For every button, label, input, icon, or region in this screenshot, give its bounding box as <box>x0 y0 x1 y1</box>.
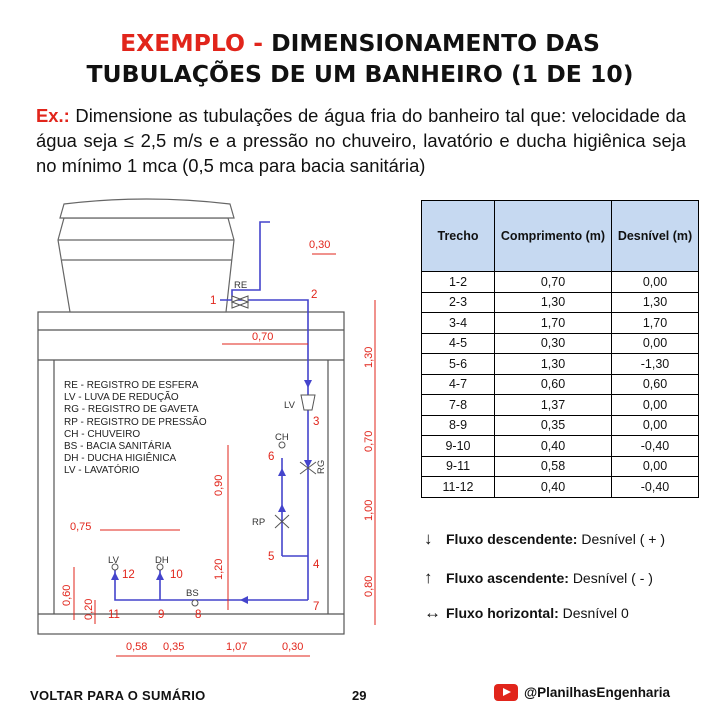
intro-prefix: Ex.: <box>36 105 70 126</box>
table-row <box>422 374 699 395</box>
flow-label: Fluxo horizontal: <box>446 605 559 621</box>
cell-comprimento: 1,30 <box>495 292 612 313</box>
cell-trecho: 8-9 <box>422 415 495 436</box>
table-row <box>422 354 699 375</box>
node-label-6: 6 <box>268 451 275 463</box>
flow-label: Fluxo ascendente: <box>446 570 569 586</box>
flow-descending <box>424 529 665 549</box>
legend-item: LV - LUVA DE REDUÇÃO <box>64 392 179 404</box>
header-comprimento: Comprimento (m) <box>495 201 612 272</box>
dim-020: 0,20 <box>83 598 95 620</box>
dim-130: 1,30 <box>363 346 375 368</box>
cell-desnivel: -0,40 <box>612 436 699 457</box>
flow-label: Fluxo descendente: <box>446 531 578 547</box>
cell-trecho: 4-5 <box>422 333 495 354</box>
arrow-left-right-icon: ↔ <box>424 603 441 622</box>
fixture-label-rp: RP <box>252 517 266 528</box>
fixture-label-dh: DH <box>155 555 169 566</box>
node-label-1: 1 <box>210 295 217 307</box>
table-row <box>422 456 699 477</box>
legend-item: RE - REGISTRO DE ESFERA <box>64 380 199 391</box>
dim-070-right: 0,70 <box>363 430 375 452</box>
cell-comprimento: 1,30 <box>495 354 612 375</box>
arrow-down-icon: ↓ <box>424 529 433 548</box>
dim-090: 0,90 <box>213 474 225 496</box>
water-tank <box>58 199 234 312</box>
node-label-5: 5 <box>268 551 275 563</box>
cell-trecho: 9-11 <box>422 456 495 477</box>
cell-desnivel: -0,40 <box>612 477 699 498</box>
fixture-label-lv: LV <box>108 555 119 566</box>
cell-desnivel: -1,30 <box>612 354 699 375</box>
dim-030-bottom: 0,30 <box>282 641 304 653</box>
legend-item: RP - REGISTRO DE PRESSÃO <box>64 416 207 428</box>
cell-desnivel: 0,00 <box>612 333 699 354</box>
legend-item: BS - BACIA SANITÁRIA <box>64 441 172 453</box>
cell-comprimento: 0,58 <box>495 456 612 477</box>
table-row <box>422 477 699 498</box>
title-line2: TUBULAÇÕES DE UM BANHEIRO (1 DE 10) <box>86 60 634 88</box>
table-row <box>422 272 699 293</box>
node-label-2: 2 <box>311 289 318 301</box>
page-number: 29 <box>352 688 367 703</box>
cell-comprimento: 0,70 <box>495 272 612 293</box>
cell-desnivel: 0,00 <box>612 415 699 436</box>
legend-item: CH - CHUVEIRO <box>64 428 141 440</box>
dim-107: 1,07 <box>226 641 248 653</box>
flow-value: Desnível ( - ) <box>572 570 653 586</box>
segments-table <box>421 200 699 498</box>
table-header-row <box>422 201 699 272</box>
table-row <box>422 313 699 334</box>
cell-trecho: 9-10 <box>422 436 495 457</box>
fixture-label-ch: CH <box>275 432 289 443</box>
fixture-label-rg: RG <box>316 459 327 474</box>
cell-trecho: 3-4 <box>422 313 495 334</box>
dim-070: 0,70 <box>252 331 274 343</box>
node-label-12: 12 <box>122 569 135 581</box>
legend-item: DH - DUCHA HIGIÊNICA <box>64 453 177 465</box>
cell-comprimento: 0,40 <box>495 477 612 498</box>
table-row <box>422 415 699 436</box>
fixture-label-re: RE <box>234 280 248 291</box>
cell-comprimento: 0,40 <box>495 436 612 457</box>
cell-trecho: 2-3 <box>422 292 495 313</box>
abbreviation-legend <box>64 380 207 478</box>
dim-058: 0,58 <box>126 641 148 653</box>
flow-horizontal <box>424 603 629 623</box>
youtube-channel-link[interactable] <box>494 684 670 701</box>
dim-030-top: 0,30 <box>309 239 331 251</box>
fixture-label-bs: BS <box>186 588 199 599</box>
node-label-3: 3 <box>313 416 320 428</box>
legend-item: LV - LAVATÓRIO <box>64 465 140 477</box>
table-row <box>422 333 699 354</box>
node-label-11: 11 <box>108 609 120 621</box>
cell-desnivel: 0,00 <box>612 456 699 477</box>
dim-100: 1,00 <box>363 499 375 521</box>
cell-trecho: 1-2 <box>422 272 495 293</box>
youtube-icon <box>494 684 518 701</box>
title-highlight: EXEMPLO - <box>120 29 263 57</box>
dim-060: 0,60 <box>61 584 73 606</box>
cell-desnivel: 0,60 <box>612 374 699 395</box>
cell-trecho: 4-7 <box>422 374 495 395</box>
dim-035: 0,35 <box>163 641 185 653</box>
channel-name: @PlanilhasEngenharia <box>524 685 670 700</box>
cell-trecho: 7-8 <box>422 395 495 416</box>
node-label-7: 7 <box>313 601 320 613</box>
node-label-9: 9 <box>158 609 165 621</box>
dim-075: 0,75 <box>70 521 92 533</box>
title-line1: DIMENSIONAMENTO DAS <box>271 29 600 57</box>
cell-desnivel: 0,00 <box>612 272 699 293</box>
table-row <box>422 292 699 313</box>
node-label-8: 8 <box>195 609 202 621</box>
flow-ascending <box>424 568 653 588</box>
cell-comprimento: 1,70 <box>495 313 612 334</box>
cell-desnivel: 1,70 <box>612 313 699 334</box>
dim-080: 0,80 <box>363 575 375 597</box>
node-label-10: 10 <box>170 569 183 581</box>
cell-comprimento: 0,35 <box>495 415 612 436</box>
header-trecho: Trecho <box>422 201 495 272</box>
cell-desnivel: 1,30 <box>612 292 699 313</box>
intro-text: Dimensione as tubulações de água fria do banheiro tal que: velocidade da água seja ≤ 2,5 m/s e a pressão no chuveiro, lavatório e ducha higiênica seja no mínimo 1 mca (0,5 mca para bacia sanitária) <box>36 105 686 176</box>
cell-trecho: 5-6 <box>422 354 495 375</box>
flow-value: Desnível 0 <box>562 605 629 621</box>
arrow-up-icon: ↑ <box>424 568 433 587</box>
back-to-summary-link[interactable]: VOLTAR PARA O SUMÁRIO <box>30 688 206 703</box>
cell-comprimento: 1,37 <box>495 395 612 416</box>
node-label-4: 4 <box>313 559 320 571</box>
header-desnivel: Desnível (m) <box>612 201 699 272</box>
table-row <box>422 395 699 416</box>
dim-120: 1,20 <box>213 558 225 580</box>
table-row <box>422 436 699 457</box>
cell-trecho: 11-12 <box>422 477 495 498</box>
legend-item: RG - REGISTRO DE GAVETA <box>64 404 199 416</box>
cell-comprimento: 0,60 <box>495 374 612 395</box>
flow-value: Desnível ( + ) <box>581 531 665 547</box>
cell-comprimento: 0,30 <box>495 333 612 354</box>
fixture-label-lv-reducer: LV <box>284 400 295 411</box>
cell-desnivel: 0,00 <box>612 395 699 416</box>
